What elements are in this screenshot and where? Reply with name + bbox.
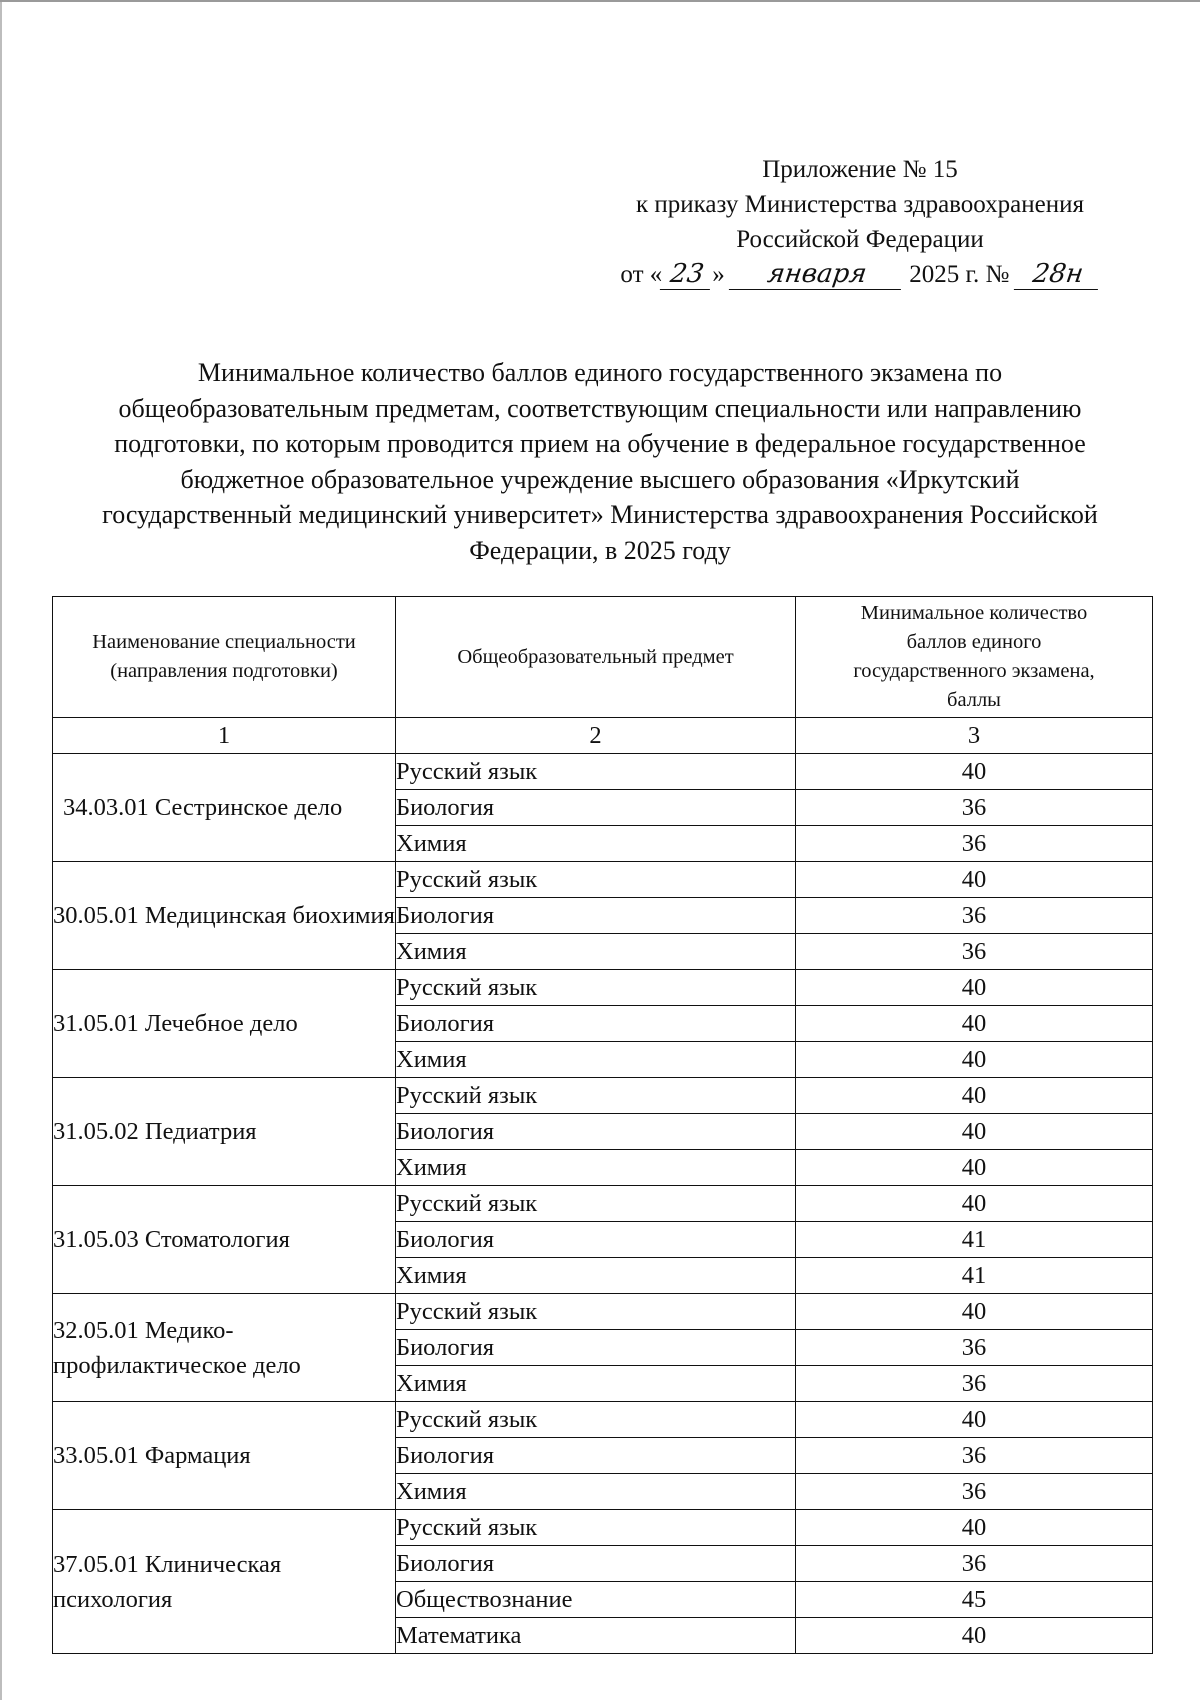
specialty-cell: 30.05.01 Медицинская биохимия [53, 862, 396, 970]
title-line: бюджетное образовательное учреждение высшего образования «Иркутский [180, 464, 1020, 494]
title-line: общеобразовательным предметам, соответствующим специальности или направлению [118, 393, 1082, 423]
scan-edge-top [0, 0, 1200, 2]
score-cell: 40 [796, 862, 1153, 898]
header-row [53, 597, 1153, 718]
score-cell: 36 [796, 790, 1153, 826]
subject-cell: Химия [396, 826, 796, 862]
scan-edge-left [0, 0, 2, 1700]
subject-cell: Биология [396, 1006, 796, 1042]
table-row [53, 754, 1153, 790]
subject-cell: Русский язык [396, 1402, 796, 1438]
score-cell: 36 [796, 898, 1153, 934]
header-subject [396, 597, 796, 718]
specialty-cell: 31.05.03 Стоматология [53, 1186, 396, 1294]
handwritten-month: января [729, 259, 905, 290]
annex-federation: Российской Федерации [736, 226, 984, 253]
score-cell: 40 [796, 1114, 1153, 1150]
subject-cell: Русский язык [396, 1078, 796, 1114]
table-row [53, 1078, 1153, 1114]
score-cell: 40 [796, 1618, 1153, 1654]
date-year: 2025 г. № [909, 261, 1010, 288]
table-row [53, 1294, 1153, 1330]
score-cell: 40 [796, 1042, 1153, 1078]
subject-cell: Математика [396, 1618, 796, 1654]
subject-cell: Биология [396, 1330, 796, 1366]
subject-cell: Русский язык [396, 970, 796, 1006]
subject-cell: Русский язык [396, 1510, 796, 1546]
score-cell: 40 [796, 1186, 1153, 1222]
score-cell: 45 [796, 1582, 1153, 1618]
score-cell: 36 [796, 1330, 1153, 1366]
annex-date-line [580, 257, 1140, 292]
score-cell: 41 [796, 1222, 1153, 1258]
specialty-cell: 33.05.01 Фармация [53, 1402, 396, 1510]
score-cell: 40 [796, 1402, 1153, 1438]
subject-cell: Биология [396, 1546, 796, 1582]
subject-cell: Химия [396, 1366, 796, 1402]
subject-cell: Русский язык [396, 1186, 796, 1222]
header-specialty-line: (направления подготовки) [110, 660, 338, 682]
subject-cell: Биология [396, 898, 796, 934]
score-cell: 36 [796, 1438, 1153, 1474]
subject-cell: Русский язык [396, 862, 796, 898]
title-line: подготовки, по которым проводится прием на обучение в федеральное государственное [114, 429, 1086, 458]
handwritten-day: 23 [660, 259, 714, 290]
header-min-score [796, 597, 1153, 718]
score-cell: 41 [796, 1258, 1153, 1294]
specialty-cell: 31.05.02 Педиатрия [53, 1078, 396, 1186]
score-cell: 40 [796, 1150, 1153, 1186]
header-min-score-line: государственного экзамена, [853, 660, 1095, 682]
subject-cell: Химия [396, 1474, 796, 1510]
score-cell: 40 [796, 970, 1153, 1006]
subject-cell: Русский язык [396, 1294, 796, 1330]
score-cell: 40 [796, 1510, 1153, 1546]
header-specialty [53, 597, 396, 718]
table-row [53, 1402, 1153, 1438]
handwritten-order-number: 28н [1013, 259, 1101, 290]
column-number: 3 [796, 718, 1153, 754]
score-cell: 40 [796, 754, 1153, 790]
subject-cell: Химия [396, 1258, 796, 1294]
title-line: Федерации, в 2025 году [469, 535, 731, 565]
specialty-cell: 32.05.01 Медико-профилактическое дело [53, 1294, 396, 1402]
score-cell: 40 [796, 1078, 1153, 1114]
specialty-cell: 37.05.01 Клиническая психология [53, 1510, 396, 1654]
score-cell: 40 [796, 1006, 1153, 1042]
subject-cell: Биология [396, 1222, 796, 1258]
score-cell: 36 [796, 1474, 1153, 1510]
score-cell: 36 [796, 934, 1153, 970]
subject-cell: Биология [396, 1438, 796, 1474]
score-cell: 36 [796, 1546, 1153, 1582]
column-number-row [53, 718, 1153, 754]
specialty-cell: 31.05.01 Лечебное дело [53, 970, 396, 1078]
subject-cell: Химия [396, 1042, 796, 1078]
date-mid: » [712, 261, 725, 288]
header-specialty-line: Наименование специальности [92, 631, 356, 653]
column-number: 1 [53, 718, 396, 754]
table-row [53, 862, 1153, 898]
column-number: 2 [396, 718, 796, 754]
subject-cell: Химия [396, 934, 796, 970]
annex-number: Приложение № 15 [762, 156, 958, 183]
score-cell: 40 [796, 1294, 1153, 1330]
score-cell: 36 [796, 826, 1153, 862]
scores-table [52, 596, 1153, 1654]
annex-order-ref: к приказу Министерства здравоохранения [635, 191, 1085, 218]
header-min-score-line: Минимальное количество [860, 602, 1088, 624]
subject-cell: Химия [396, 1150, 796, 1186]
score-cell: 36 [796, 1366, 1153, 1402]
table-row [53, 970, 1153, 1006]
subject-cell: Биология [396, 1114, 796, 1150]
table-row [53, 1510, 1153, 1546]
table-row [53, 1186, 1153, 1222]
title-line: государственный медицинский университет» Министерства здравоохранения Российской [102, 500, 1098, 529]
document-title [50, 355, 1150, 568]
annex-block [580, 152, 1140, 292]
subject-cell: Биология [396, 790, 796, 826]
subject-cell: Обществознание [396, 1582, 796, 1618]
scores-table-body [53, 597, 1153, 1654]
date-prefix: от « [620, 261, 663, 288]
specialty-cell: 34.03.01 Сестринское дело [53, 754, 396, 862]
subject-cell: Русский язык [396, 754, 796, 790]
title-line: Минимальное количество баллов единого государственного экзамена по [197, 358, 1003, 387]
header-min-score-line: баллов единого [906, 631, 1042, 653]
header-subject-line: Общеобразовательный предмет [457, 645, 734, 668]
header-min-score-line: баллы [947, 689, 1001, 711]
